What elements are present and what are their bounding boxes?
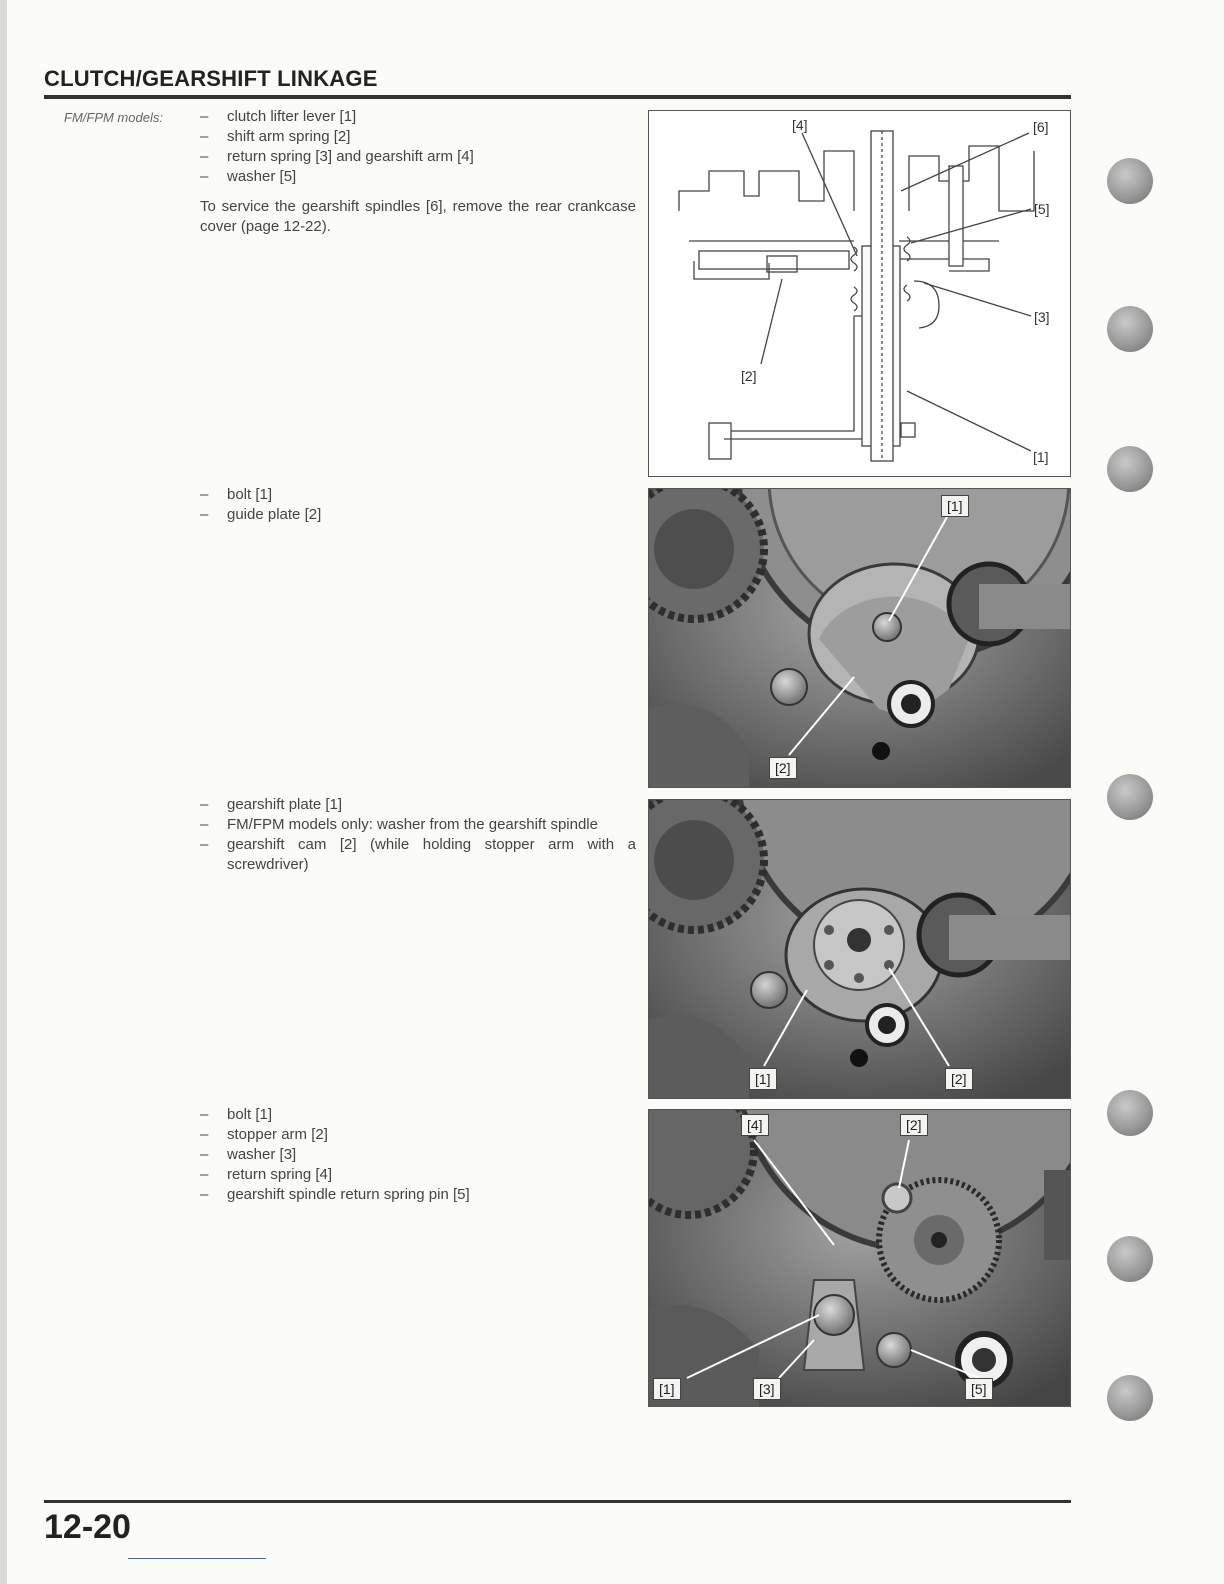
linkage-diagram-drawing (649, 111, 1070, 476)
binding-edge (0, 0, 7, 1584)
section1-list (200, 107, 636, 187)
footer-rule (44, 1500, 1071, 1503)
list-item: – gearshift spindle return spring pin [5] (200, 1185, 470, 1205)
list-item: – FM/FPM models only: washer from the gearshift spindle (200, 815, 636, 835)
linkage-diagram (648, 110, 1071, 477)
callout-label: [1] (941, 495, 969, 517)
page-tab-marker (1107, 1236, 1153, 1282)
guide-plate-photo-image (649, 489, 1070, 787)
section2-list (200, 485, 321, 525)
page-title: CLUTCH/GEARSHIFT LINKAGE (44, 66, 378, 91)
list-item: – bolt [1] (200, 485, 321, 505)
list-item: – shift arm spring [2] (200, 127, 636, 147)
callout-label: [4] (741, 1114, 769, 1136)
callout-label: [2] (945, 1068, 973, 1090)
callout-label: [1] (653, 1378, 681, 1400)
list-item: – return spring [3] and gearshift arm [4] (200, 147, 636, 167)
list-item: – clutch lifter lever [1] (200, 107, 636, 127)
section1-text (200, 107, 636, 237)
page-tab-marker (1107, 1375, 1153, 1421)
section3-text (200, 795, 636, 875)
callout-label: [3] (753, 1378, 781, 1400)
section3-list (200, 795, 636, 875)
list-item: – gearshift plate [1] (200, 795, 636, 815)
section4-text (200, 1105, 470, 1205)
list-item: – gearshift cam [2] (while holding stopper arm with a screwdriver) (200, 835, 636, 875)
callout-label: [1] (1033, 449, 1049, 465)
link-underline (128, 1558, 266, 1559)
page-tab-marker (1107, 1090, 1153, 1136)
callout-label: [3] (1034, 309, 1050, 325)
list-item: – return spring [4] (200, 1165, 470, 1185)
gearshift-cam-photo (648, 799, 1071, 1099)
guide-plate-photo (648, 488, 1071, 788)
list-item: – bolt [1] (200, 1105, 470, 1125)
callout-label: [2] (769, 757, 797, 779)
callout-label: [2] (900, 1114, 928, 1136)
page-tab-marker (1107, 306, 1153, 352)
section4-list (200, 1105, 470, 1205)
stopper-arm-photo-image (649, 1110, 1070, 1406)
list-item: – washer [5] (200, 167, 636, 187)
callout-label: [5] (965, 1378, 993, 1400)
callout-label: [1] (749, 1068, 777, 1090)
list-item: – washer [3] (200, 1145, 470, 1165)
section2-text (200, 485, 321, 525)
page-tab-marker (1107, 446, 1153, 492)
model-side-label: FM/FPM models: (64, 110, 163, 125)
callout-label: [2] (741, 368, 757, 384)
callout-label: [4] (792, 117, 808, 133)
list-item: – stopper arm [2] (200, 1125, 470, 1145)
title-rule (44, 95, 1071, 99)
page-tab-marker (1107, 774, 1153, 820)
callout-label: [5] (1034, 201, 1050, 217)
list-item: – guide plate [2] (200, 505, 321, 525)
callout-label: [6] (1033, 119, 1049, 135)
service-note: To service the gearshift spindles [6], remove the rear crankcase cover (page 12-22). (200, 198, 636, 235)
gearshift-cam-photo-image (649, 800, 1070, 1098)
page-number: 12-20 (44, 1508, 131, 1546)
page-tab-marker (1107, 158, 1153, 204)
stopper-arm-photo (648, 1109, 1071, 1407)
